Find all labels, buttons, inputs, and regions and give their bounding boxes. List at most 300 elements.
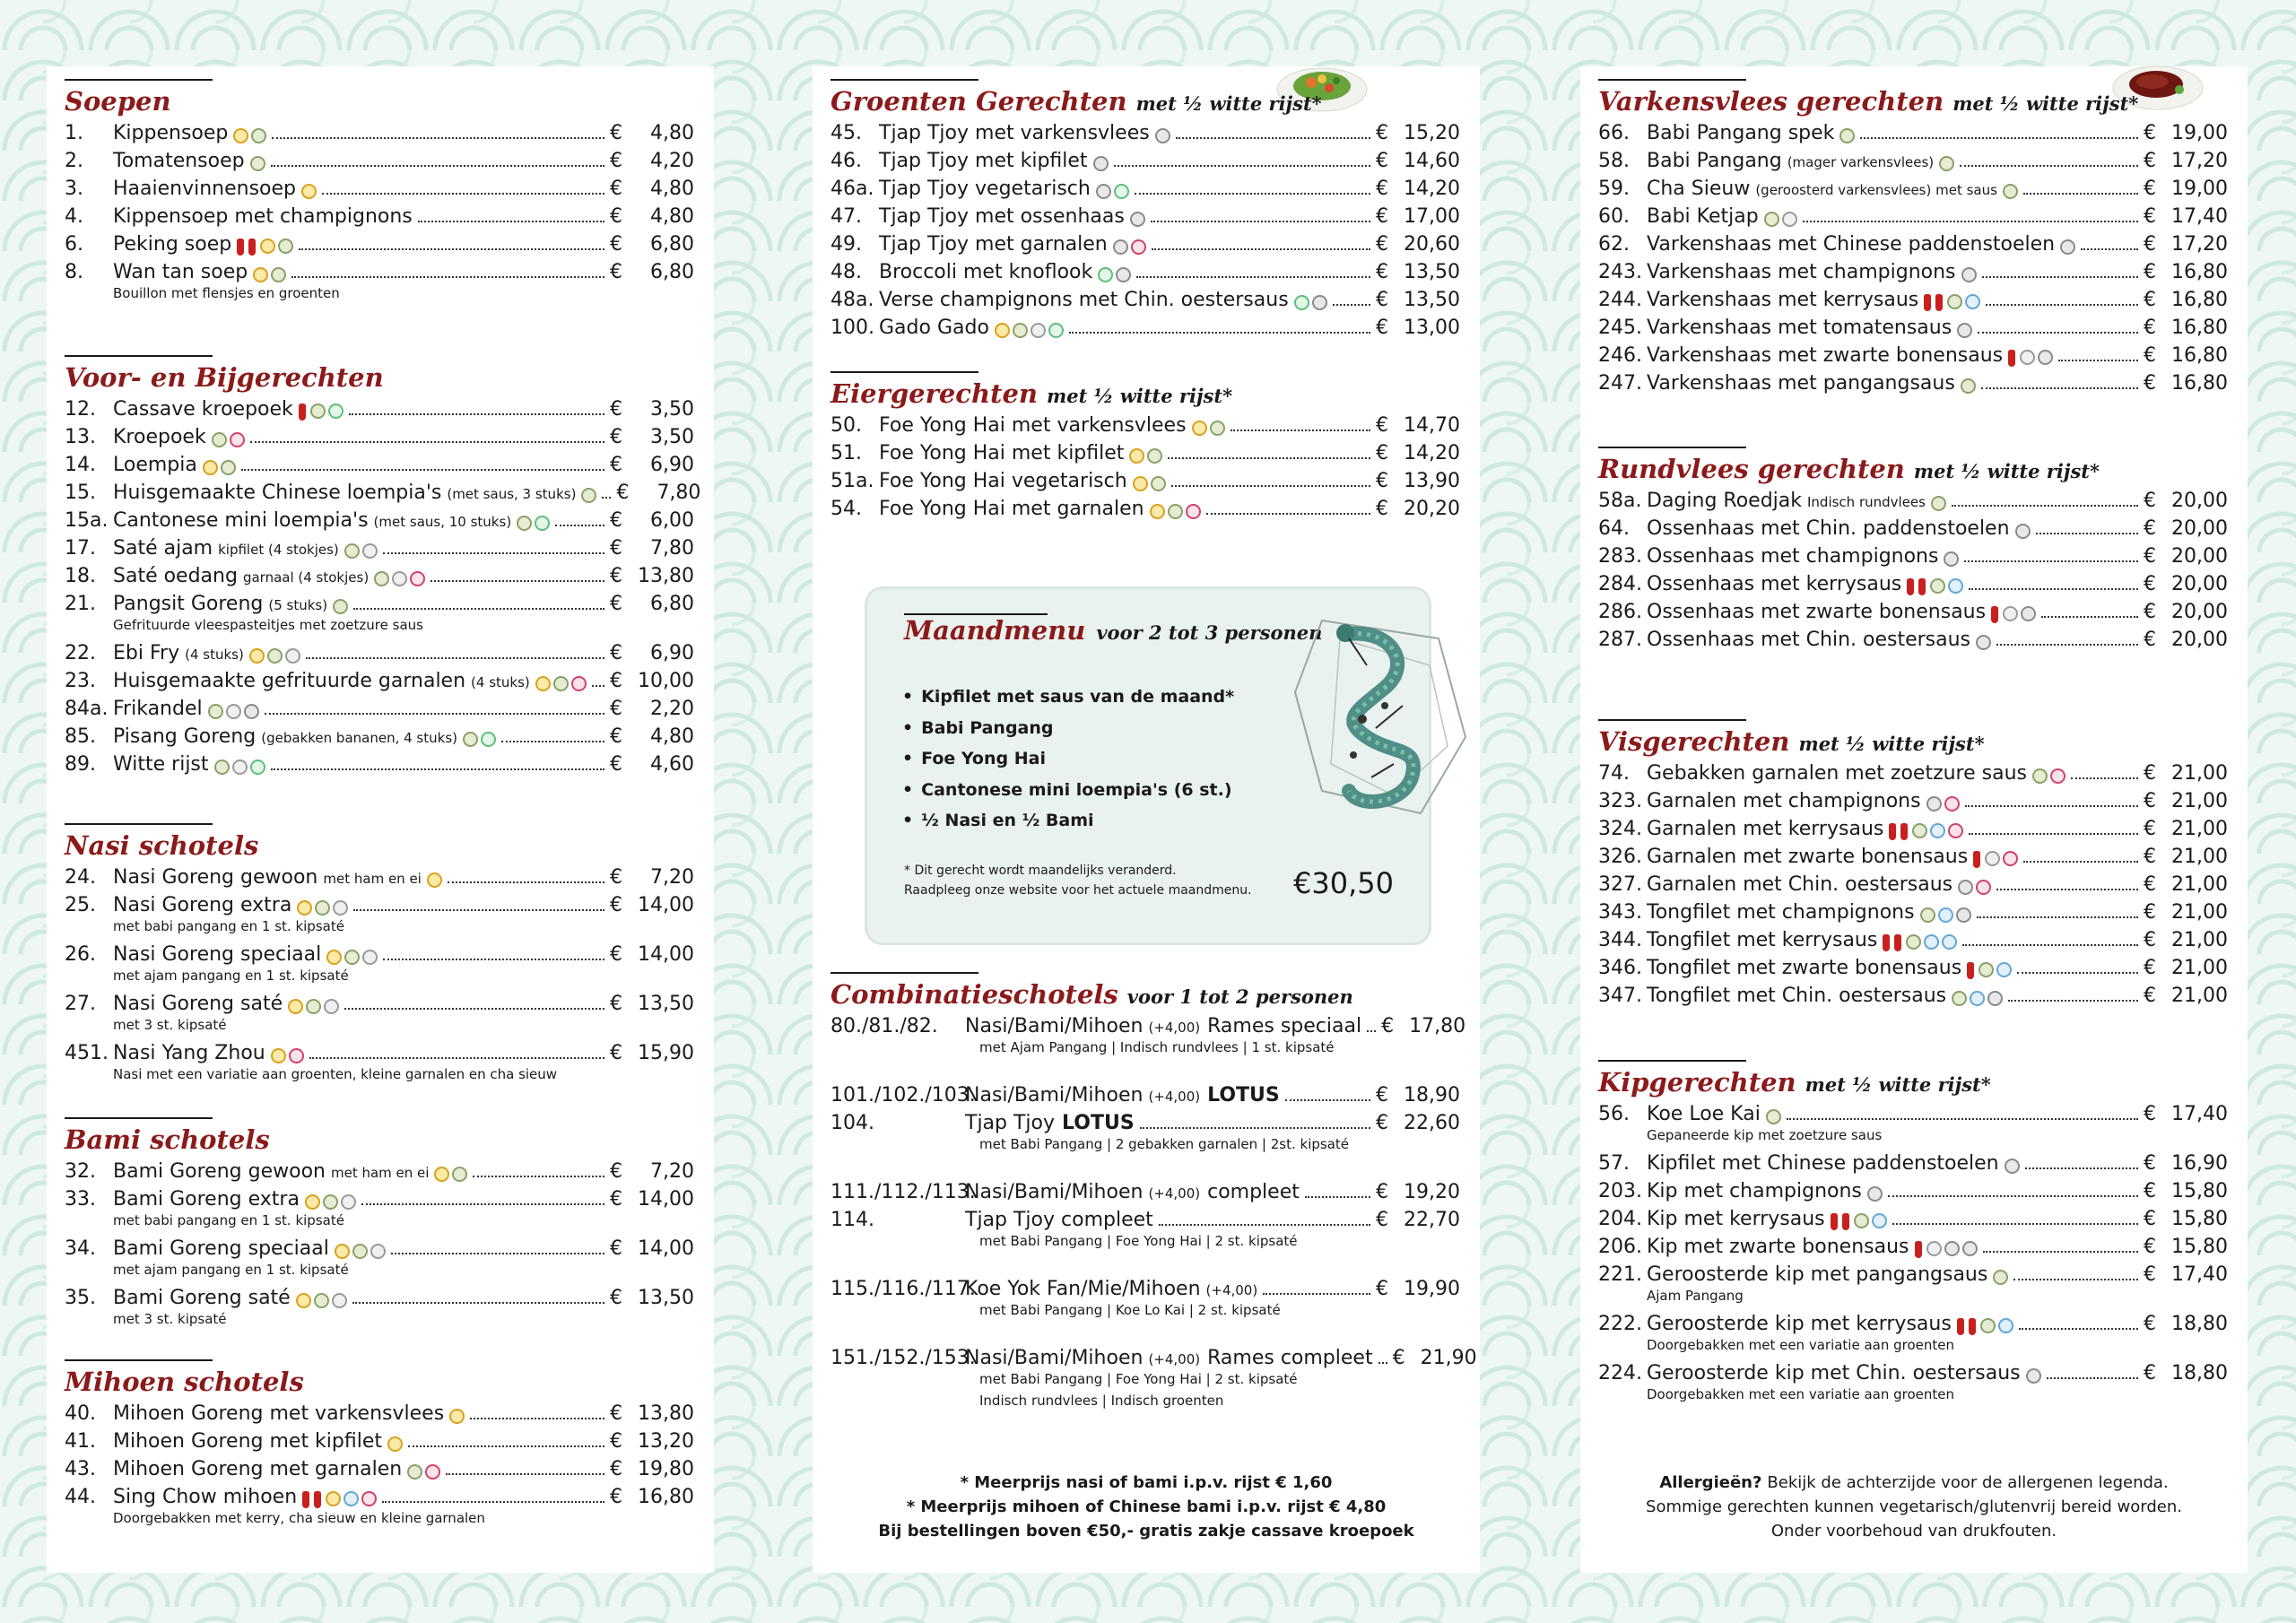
- menu-item: [1598, 573, 2228, 601]
- item-number: 15a.: [65, 509, 109, 532]
- egg-allergen-icon: [233, 128, 248, 143]
- menu-item: [1598, 1236, 2228, 1263]
- allergen-icons: [233, 128, 266, 143]
- dot-leader: [1140, 1127, 1370, 1129]
- item-price: 22,60: [1404, 1112, 1460, 1134]
- dot-leader: [322, 193, 604, 195]
- item-number: 51a.: [831, 470, 874, 492]
- soy-allergen-icon: [250, 156, 265, 171]
- item-number: 115./116./117.: [831, 1278, 976, 1300]
- item-number: 66.: [1598, 122, 1630, 144]
- fish-allergen-icon: [2003, 851, 2018, 866]
- item-price: 21,00: [2171, 873, 2228, 896]
- gl-allergen-icon: [1031, 323, 1046, 338]
- item-name-text: Ossenhaas met Chin. oestersaus: [1647, 629, 1971, 651]
- section-header: [65, 823, 694, 866]
- cel-allergen-icon: [1944, 1241, 1960, 1256]
- dot-leader: [1983, 1251, 2139, 1253]
- soy-allergen-icon: [1151, 476, 1166, 491]
- currency-sign: €: [2144, 490, 2156, 512]
- shell-allergen-icon: [1970, 991, 1985, 1006]
- currency-sign: €: [1376, 1112, 1388, 1134]
- currency-sign: €: [1376, 1181, 1388, 1203]
- item-name: [1647, 233, 2055, 256]
- dot-leader: [2047, 1377, 2138, 1379]
- item-price: 17,80: [1409, 1015, 1466, 1037]
- currency-sign: €: [2144, 178, 2156, 200]
- item-name: [1647, 1236, 1909, 1258]
- item-number: 327.: [1598, 873, 1642, 896]
- item-name-text: Kip met zwarte bonensaus: [1647, 1236, 1909, 1258]
- allergen-icons: [1867, 1186, 1883, 1202]
- currency-sign: €: [1376, 150, 1388, 172]
- allergen-icons: [434, 1167, 467, 1182]
- allergen-icons: [301, 184, 317, 199]
- dot-leader: [2019, 1328, 2138, 1330]
- shell-allergen-icon: [1996, 962, 2012, 977]
- item-name-text: Pisang Goreng: [113, 725, 257, 748]
- gl-allergen-icon: [1926, 1241, 1942, 1256]
- currency-sign: €: [610, 537, 622, 560]
- item-name: [113, 894, 291, 916]
- item-price: 6,90: [650, 642, 694, 664]
- item-price: 4,80: [650, 178, 694, 200]
- chili-pepper-icon: [1842, 1213, 1849, 1230]
- allergen-icons: [326, 950, 378, 965]
- item-name: [113, 725, 457, 748]
- cel-allergen-icon: [1944, 551, 1959, 567]
- cel-allergen-icon: [1961, 267, 1977, 282]
- egg-allergen-icon: [288, 999, 303, 1014]
- item-name-text: Witte rijst: [113, 753, 209, 776]
- dot-leader: [446, 1473, 604, 1475]
- section-title: [65, 1367, 304, 1397]
- item-name-text: Ossenhaas met zwarte bonensaus: [1647, 601, 1987, 623]
- dot-leader: [1114, 165, 1370, 167]
- fish-allergen-icon: [361, 1491, 377, 1506]
- soy-allergen-icon: [1764, 212, 1779, 227]
- item-name: [1647, 1263, 1987, 1286]
- chili-pepper-icon: [1918, 578, 1926, 595]
- fish-allergen-icon: [1186, 504, 1201, 519]
- menu-item: [1598, 289, 2228, 317]
- item-price: 19,90: [1404, 1278, 1460, 1300]
- item-name: [1647, 178, 1997, 200]
- soy-allergen-icon: [2032, 768, 2048, 784]
- item-number: 286.: [1598, 601, 1642, 623]
- gl-allergen-icon: [392, 571, 407, 586]
- allergen-icons: [1133, 476, 1166, 491]
- cel-allergen-icon: [244, 704, 259, 719]
- cel-allergen-icon: [1926, 796, 1942, 812]
- allergy-notes: [1580, 1471, 2248, 1543]
- item-name-text: Mihoen Goreng met varkensvlees: [113, 1402, 445, 1425]
- chili-pepper-icon: [248, 239, 256, 256]
- item-name-text: Babi Pangang spek: [1647, 122, 1835, 144]
- currency-sign: €: [1376, 442, 1388, 464]
- dot-leader: [353, 909, 604, 911]
- item-price: 21,90: [1420, 1347, 1477, 1369]
- item-name: [879, 178, 1091, 200]
- soy-allergen-icon: [1980, 1318, 1996, 1333]
- soy-allergen-icon: [1952, 991, 1967, 1006]
- egg-allergen-icon: [296, 1293, 311, 1308]
- item-name: [879, 414, 1187, 437]
- item-name: [113, 1287, 291, 1309]
- item-price: 20,00: [2171, 573, 2228, 595]
- section-items: [831, 414, 1460, 525]
- maandmenu-list: [902, 681, 1234, 837]
- item-note: (5 stuks): [268, 597, 328, 613]
- item-price: 18,90: [1404, 1084, 1460, 1107]
- dot-leader: [2036, 533, 2138, 534]
- item-name: [113, 670, 530, 692]
- soy-allergen-icon: [212, 432, 227, 447]
- item-description: Bouillon met flensjes en groenten: [113, 285, 340, 301]
- item-name-text: Peking soep: [113, 233, 232, 256]
- item-name: [113, 150, 245, 172]
- section-rule: [65, 1117, 213, 1119]
- dot-leader: [2025, 1167, 2138, 1169]
- allergen-icons: [1958, 880, 1991, 895]
- allergen-icons: [212, 432, 245, 447]
- cel-allergen-icon: [1956, 907, 1971, 923]
- menu-item: [65, 205, 694, 233]
- item-name-text: Garnalen met kerrysaus: [1647, 818, 1884, 840]
- item-name: [965, 1181, 1300, 1203]
- item-name-text: Varkenshaas met zwarte bonensaus: [1647, 344, 2004, 367]
- item-price: 21,00: [2171, 818, 2228, 840]
- menu-item: [65, 725, 694, 753]
- item-name: [1647, 818, 1883, 840]
- allergen-icons: [1952, 991, 2003, 1006]
- item-number: 23.: [65, 670, 96, 692]
- item-number: 43.: [65, 1458, 96, 1480]
- allergen-icons: [463, 732, 496, 747]
- dot-leader: [592, 685, 604, 687]
- item-note: (4 stuks): [185, 647, 244, 663]
- item-number: 27.: [65, 993, 96, 1015]
- item-price: 22,70: [1404, 1209, 1460, 1231]
- section-title-text: Eiergerechten: [831, 378, 1038, 409]
- soy-allergen-icon: [1147, 448, 1162, 464]
- item-description: met Babi Pangang | Foe Yong Hai | 2 st. kipsaté: [979, 1371, 1298, 1387]
- item-number: 44.: [65, 1486, 96, 1508]
- item-note: (geroosterd varkensvlees) met saus: [1755, 182, 1997, 198]
- allergen-icons: [305, 1194, 356, 1210]
- section-rule: [1598, 719, 1746, 721]
- currency-sign: €: [2144, 517, 2156, 540]
- item-name: [1647, 901, 1915, 924]
- menu-item: [1598, 846, 2228, 873]
- allergen-icons: [297, 900, 348, 916]
- item-name: [879, 317, 989, 339]
- item-number: 50.: [831, 414, 862, 437]
- item-name: [113, 642, 244, 664]
- maandmenu-title: [904, 615, 1322, 646]
- item-note: (+4,00): [1148, 1020, 1201, 1036]
- shell-allergen-icon: [1872, 1213, 1887, 1228]
- item-name: [1647, 957, 1961, 979]
- dot-leader: [1965, 805, 2138, 807]
- allergen-icons: [203, 460, 236, 475]
- item-number: 204.: [1598, 1208, 1642, 1230]
- item-number: 323.: [1598, 790, 1642, 812]
- currency-sign: €: [1376, 178, 1388, 200]
- item-number: 21.: [65, 593, 96, 615]
- item-number: 46a.: [831, 178, 874, 200]
- section-title-text: Soepen: [65, 86, 171, 117]
- menu-item: [65, 1458, 694, 1486]
- soy-allergen-icon: [407, 1464, 422, 1480]
- item-description: met Babi Pangang | 2 gebakken garnalen | 2st. kipsaté: [979, 1136, 1350, 1152]
- shell-allergen-icon: [1930, 823, 1945, 838]
- allergen-icons: [374, 571, 425, 586]
- item-name: [1647, 261, 1956, 283]
- menu-item: [1598, 517, 2228, 545]
- item-price: 13,50: [638, 1287, 694, 1309]
- section-header: [65, 1117, 694, 1160]
- item-name: [879, 498, 1144, 520]
- item-name-text: Nasi/Bami/Mihoen: [965, 1347, 1144, 1369]
- cel-allergen-icon: [2026, 1368, 2041, 1384]
- item-price: 20,00: [2171, 517, 2228, 540]
- menu-section: [831, 371, 1460, 525]
- soy-allergen-icon: [323, 1194, 338, 1210]
- menu-item: [65, 150, 694, 178]
- gl-allergen-icon: [362, 543, 378, 559]
- currency-sign: €: [610, 426, 622, 448]
- item-description: Doorgebakken met kerry, cha sieuw en kleine garnalen: [113, 1510, 485, 1526]
- soy-allergen-icon: [267, 648, 283, 664]
- cel-allergen-icon: [2015, 524, 2031, 539]
- item-price: 21,00: [2171, 790, 2228, 812]
- allergen-icons: [333, 599, 348, 614]
- menu-item: [831, 498, 1460, 525]
- cel-allergen-icon: [2021, 606, 2036, 621]
- menu-item: [831, 442, 1460, 470]
- maandmenu-note: [904, 861, 1252, 900]
- fish-allergen-icon: [1944, 796, 1960, 812]
- egg-allergen-icon: [1192, 421, 1207, 436]
- item-name-text: Ossenhaas met Chin. paddenstoelen: [1647, 517, 2010, 540]
- chili-pepper-icon: [314, 1491, 321, 1508]
- gl-allergen-icon: [324, 999, 339, 1014]
- item-number: 222.: [1598, 1313, 1642, 1335]
- item-name: [879, 122, 1150, 144]
- item-price: 6,90: [650, 454, 694, 476]
- item-name: [879, 442, 1124, 464]
- menu-item: [1598, 545, 2228, 573]
- allergen-icons: [2032, 768, 2066, 784]
- soy-allergen-icon: [315, 900, 330, 916]
- item-price: 20,00: [2171, 545, 2228, 568]
- allergen-icons: [302, 1491, 377, 1508]
- egg-allergen-icon: [535, 676, 551, 691]
- item-number: 24.: [65, 866, 96, 889]
- item-name-text: Tjap Tjoy met varkensvlees: [879, 122, 1150, 144]
- section-items: [831, 1015, 1477, 1437]
- cel-allergen-icon: [1312, 295, 1327, 310]
- item-name: [1647, 122, 1834, 144]
- item-name-text: Bami Goreng speciaal: [113, 1237, 329, 1260]
- allergen-icons: [214, 759, 265, 775]
- item-name: [113, 454, 197, 476]
- item-price: 2,20: [650, 698, 694, 720]
- section-title: [831, 86, 1322, 117]
- item-price: 20,00: [2171, 490, 2228, 512]
- item-price: 14,00: [638, 943, 694, 966]
- soy-allergen-icon: [1839, 128, 1855, 143]
- allergen-icons: [1150, 504, 1201, 519]
- section-subtitle: met ½ witte rijst*: [1135, 92, 1322, 115]
- section-header: [65, 79, 694, 122]
- price-note-line: * Meerprijs mihoen of Chinese bami i.p.v. rijst € 4,80: [906, 1497, 1387, 1516]
- allergen-icons: [1883, 934, 1957, 951]
- allergen-icons: [1093, 156, 1109, 171]
- section-items: [1598, 1103, 2228, 1406]
- menu-item: [831, 414, 1460, 442]
- item-name: [1647, 289, 1918, 311]
- item-name: [1647, 490, 1926, 512]
- item-description: met Babi Pangang | Koe Lo Kai | 2 st. kipsaté: [979, 1302, 1281, 1318]
- allergen-icons: [1993, 1270, 2008, 1285]
- item-name-text: Tjap Tjoy vegetarisch: [879, 178, 1091, 200]
- item-price: 16,80: [2171, 317, 2228, 339]
- cel-allergen-icon: [2060, 239, 2075, 255]
- menu-item: [65, 565, 694, 593]
- item-name: [113, 1237, 329, 1260]
- chili-pepper-icon: [1831, 1213, 1838, 1230]
- cel-allergen-icon: [1113, 239, 1128, 255]
- veg-allergen-icon: [328, 404, 344, 419]
- item-price: 7,20: [650, 1160, 694, 1183]
- item-name: [1647, 1362, 2021, 1384]
- allergen-icons: [995, 323, 1064, 338]
- dot-leader: [1305, 1196, 1370, 1198]
- item-name-text: Babi Pangang: [1647, 150, 1782, 172]
- section-title: [1598, 454, 2100, 484]
- item-number: 60.: [1598, 205, 1630, 228]
- menu-item: [831, 1181, 1460, 1209]
- item-name: [113, 537, 339, 560]
- section-items: [65, 1160, 694, 1331]
- currency-sign: €: [610, 642, 622, 664]
- section-title-text: Groenten Gerechten: [831, 86, 1127, 117]
- menu-item: [65, 454, 694, 482]
- item-name-text: Loempia: [113, 454, 197, 476]
- dot-leader: [418, 221, 604, 222]
- menu-item: [831, 261, 1460, 289]
- currency-sign: €: [1376, 261, 1388, 283]
- dot-leader: [1892, 1223, 2138, 1225]
- item-name: [879, 261, 1092, 283]
- item-number: 2.: [65, 150, 83, 172]
- item-name-text: Saté ajam: [113, 537, 213, 560]
- menu-item: [831, 233, 1460, 261]
- maandmenu-item: • Cantonese mini loempia's (6 st.): [902, 775, 1234, 806]
- menu-item: [65, 1402, 694, 1430]
- item-name: [113, 993, 283, 1015]
- soy-allergen-icon: [1939, 156, 1954, 171]
- egg-allergen-icon: [427, 872, 442, 888]
- allergen-icons: [1839, 128, 1855, 143]
- allergen-icons: [296, 1293, 347, 1308]
- allergen-icons: [1113, 239, 1146, 255]
- egg-allergen-icon: [249, 648, 265, 664]
- item-price: 16,80: [2171, 289, 2228, 311]
- allergy-note-line: Onder voorbehoud van drukfouten.: [1770, 1522, 2057, 1541]
- soy-allergen-icon: [278, 239, 293, 254]
- item-price: 3,50: [650, 398, 694, 421]
- item-note: Indisch rundvlees: [1807, 494, 1926, 510]
- item-number: 26.: [65, 943, 96, 966]
- item-name: [879, 470, 1127, 492]
- fish-allergen-icon: [230, 432, 245, 447]
- item-number: 8.: [65, 261, 83, 283]
- section-title: [831, 378, 1232, 409]
- menu-section: [831, 972, 1477, 1437]
- cel-allergen-icon: [1976, 635, 1991, 650]
- chili-pepper-icon: [1924, 294, 1931, 311]
- item-name-text: Koe Loe Kai: [1647, 1103, 1761, 1125]
- currency-sign: €: [610, 593, 622, 615]
- dot-leader: [2081, 248, 2138, 250]
- menu-item: [831, 317, 1460, 344]
- section-title: [65, 362, 384, 393]
- item-price: 4,80: [650, 205, 694, 228]
- item-price: 15,80: [2171, 1208, 2228, 1230]
- menu-item: [831, 122, 1460, 150]
- gl-allergen-icon: [362, 950, 378, 965]
- item-number: 62.: [1598, 233, 1630, 256]
- item-name-text: Ebi Fry: [113, 642, 180, 664]
- item-number: 85.: [65, 725, 96, 748]
- maandmenu-item: • ½ Nasi en ½ Bami: [902, 805, 1234, 837]
- currency-sign: €: [610, 670, 622, 692]
- dot-leader: [473, 1176, 604, 1177]
- item-number: 25.: [65, 894, 96, 916]
- currency-sign: €: [610, 943, 622, 966]
- currency-sign: €: [1376, 289, 1388, 311]
- item-number: 18.: [65, 565, 96, 587]
- menu-item: [65, 426, 694, 454]
- item-name-text: Wan tan soep: [113, 261, 248, 283]
- item-name: [1647, 1152, 1999, 1175]
- item-name: [965, 1347, 1373, 1369]
- item-name-text: Cassave kroepoek: [113, 398, 293, 421]
- item-number: 84a.: [65, 698, 109, 720]
- egg-allergen-icon: [1133, 476, 1148, 491]
- item-name: [1647, 873, 1952, 896]
- item-price: 13,80: [638, 1402, 694, 1425]
- item-name: [113, 205, 413, 228]
- soy-allergen-icon: [517, 516, 532, 531]
- allergen-icons: [253, 267, 286, 282]
- section-title: [1598, 86, 2138, 117]
- dot-leader: [1952, 505, 2138, 507]
- allergen-icons: [250, 156, 265, 171]
- cel-allergen-icon: [1987, 991, 2003, 1006]
- gl-allergen-icon: [232, 759, 248, 775]
- allergen-icons: [1991, 606, 2036, 623]
- currency-sign: €: [2144, 1180, 2156, 1202]
- menu-section: [1598, 79, 2228, 400]
- allergen-icons: [1831, 1213, 1887, 1230]
- fish-allergen-icon: [289, 1048, 304, 1063]
- allergy-note-line: Sommige gerechten kunnen vegetarisch/glutenvrij bereid worden.: [1646, 1497, 2182, 1516]
- soy-allergen-icon: [310, 404, 326, 419]
